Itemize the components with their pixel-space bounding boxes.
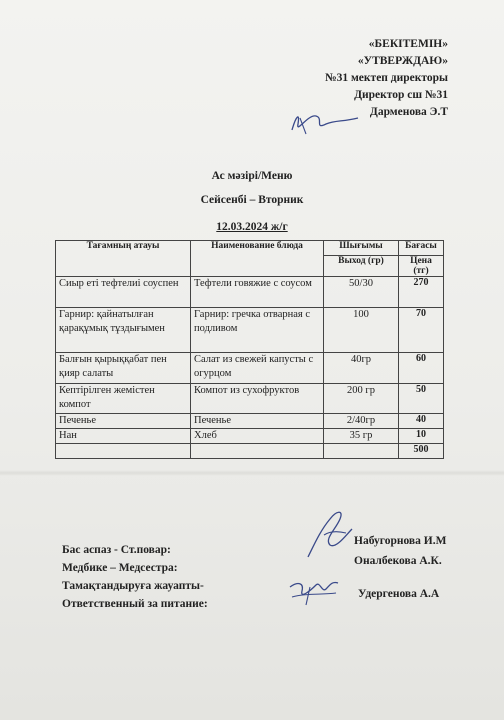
chef-label: Бас аспаз - Ст.повар: xyxy=(62,544,171,556)
dish-kz: Нан xyxy=(56,429,191,444)
footer-labels xyxy=(62,541,208,613)
dish-ru: Хлеб xyxy=(191,429,324,444)
dish-yield: 2/40гр xyxy=(324,414,399,429)
header-price-kz: Бағасы xyxy=(399,241,444,256)
dish-ru: Компот из сухофруктов xyxy=(191,384,324,414)
responsible-kz-label: Тамақтандыруға жауапты- xyxy=(62,580,204,592)
header-name-kz: Тағамның атауы xyxy=(56,241,191,277)
responsible-name: Удергенова А.А xyxy=(358,588,440,600)
header-yield-ru: Выход (гр) xyxy=(324,256,399,277)
approval-director-ru: Директор сш №31 xyxy=(354,89,448,101)
header-price-ru: Цена (тг) xyxy=(399,256,444,277)
table-row xyxy=(56,414,444,429)
dish-ru: Салат из свежей капусты с огурцом xyxy=(191,353,324,384)
dish-ru: Гарнир: гречка отварная с подливом xyxy=(191,308,324,353)
dish-ru: Печенье xyxy=(191,414,324,429)
table-total-row xyxy=(56,444,444,459)
dish-ru: Тефтели говяжие с соусом xyxy=(191,277,324,308)
dish-kz: Кептірілген жемістен компот xyxy=(56,384,191,414)
dish-yield: 200 гр xyxy=(324,384,399,414)
approval-director-name: Дарменова Э.Т xyxy=(369,106,448,118)
dish-kz: Печенье xyxy=(56,414,191,429)
dish-price: 10 xyxy=(399,429,444,444)
responsible-ru-label: Ответственный за питание: xyxy=(62,598,208,610)
dish-price: 50 xyxy=(399,384,444,414)
total-price: 500 xyxy=(399,444,444,459)
table-row xyxy=(56,277,444,308)
director-signature xyxy=(286,104,366,140)
dish-yield: 40гр xyxy=(324,353,399,384)
menu-title: Ас мәзірі/Меню xyxy=(211,170,293,182)
table-row xyxy=(56,353,444,384)
dish-kz: Сиыр еті тефтелиі соуспен xyxy=(56,277,191,308)
menu-table xyxy=(55,240,444,459)
dish-kz: Гарнир: қайнатылған қарақұмық тұздығымен xyxy=(56,308,191,353)
approval-line-ru: «УТВЕРЖДАЮ» xyxy=(357,55,448,67)
header-name-ru: Наименование блюда xyxy=(191,241,324,277)
chef-signature xyxy=(300,505,360,565)
date-title xyxy=(0,221,504,233)
dish-yield: 35 гр xyxy=(324,429,399,444)
dish-kz: Балғын қырыққабат пен қияр салаты xyxy=(56,353,191,384)
dish-price: 40 xyxy=(399,414,444,429)
date-text: 12.03.2024 ж/г xyxy=(216,221,288,233)
approval-line-kz: «БЕКІТЕМІН» xyxy=(368,38,448,50)
table-row xyxy=(56,429,444,444)
dish-yield: 100 xyxy=(324,308,399,353)
nurse-label: Медбике – Медсестра: xyxy=(62,562,178,574)
total-empty-1 xyxy=(56,444,191,459)
nurse-name: Оналбекова А.К. xyxy=(354,555,442,567)
approval-director-kz: №31 мектеп директоры xyxy=(325,72,448,84)
dish-price: 270 xyxy=(399,277,444,308)
total-empty-3 xyxy=(324,444,399,459)
header-yield-kz: Шығымы xyxy=(324,241,399,256)
responsible-signature xyxy=(286,573,348,609)
chef-name: Набугорнова И.М xyxy=(354,535,447,547)
table-row xyxy=(56,308,444,353)
dish-yield: 50/30 xyxy=(324,277,399,308)
paper-fold xyxy=(0,470,504,476)
table-row xyxy=(56,384,444,414)
dish-price: 70 xyxy=(399,308,444,353)
total-empty-2 xyxy=(191,444,324,459)
dish-price: 60 xyxy=(399,353,444,384)
table-header-row xyxy=(56,241,444,256)
day-title: Сейсенбі – Вторник xyxy=(200,194,304,206)
